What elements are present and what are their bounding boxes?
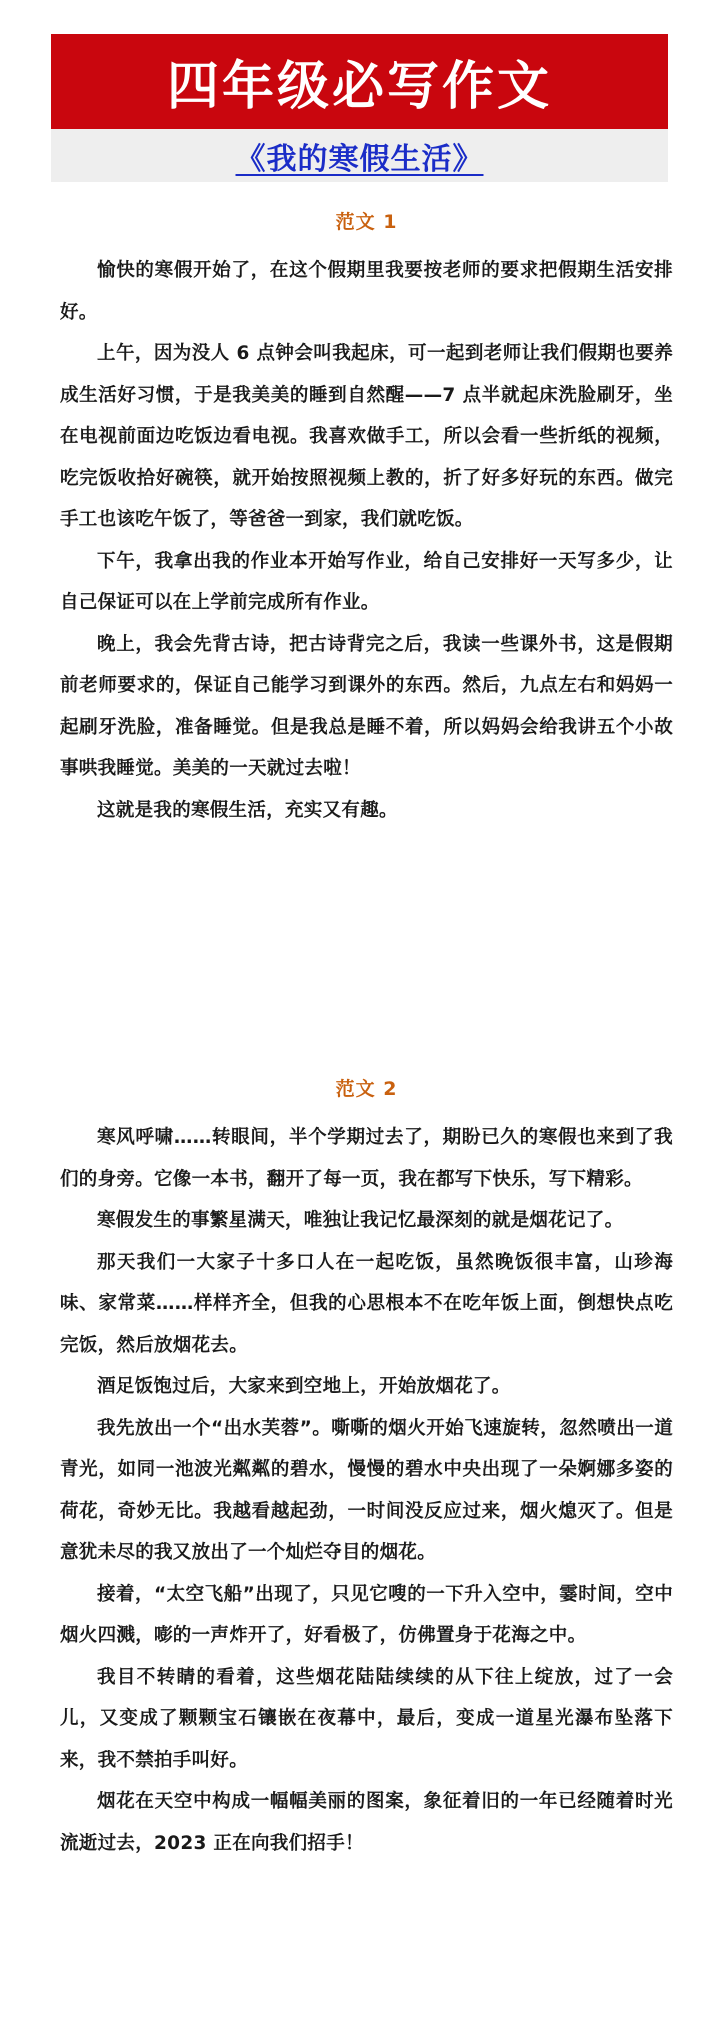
document-header	[51, 34, 668, 182]
essay-heading: 范文 2	[335, 1078, 398, 1100]
essay-paragraph: 上午，因为没人 6 点钟会叫我起床，可一起到老师让我们假期也要养成生活好习惯，于是我美美的睡到自然醒——7 点半就起床洗脸刷牙，坐在电视前面边吃饭边看电视。我喜欢做手工，所以会看一些折纸的视频，吃完饭收拾好碗筷，就开始按照视频上教的，折了好多好玩的东西。做完手工也该吃午饭了，等爸爸一到家，我们就吃饭。	[60, 343, 673, 530]
essay-paragraph: 接着，“太空飞船”出现了，只见它嗖的一下升入空中，霎时间，空中烟火四溅，嘭的一声炸开了，好看极了，仿佛置身于花海之中。	[60, 1583, 673, 1646]
sample-essay-2	[60, 1073, 673, 1864]
essay-topic-title: 《我的寒假生活》	[235, 141, 484, 177]
sample-essay-1	[60, 206, 673, 831]
page-title: 四年级必写作文	[166, 57, 552, 117]
essay-paragraph: 这就是我的寒假生活，充实又有趣。	[97, 799, 398, 821]
essay-paragraph: 酒足饭饱过后，大家来到空地上，开始放烟花了。	[97, 1376, 511, 1397]
essay-paragraph: 我目不转睛的看着，这些烟花陆陆续续的从下往上绽放，过了一会儿，又变成了颗颗宝石镶嵌在夜幕中，最后，变成一道星光瀑布坠落下来，我不禁拍手叫好。	[60, 1666, 673, 1771]
title-banner	[51, 34, 668, 129]
essay-paragraph: 烟花在天空中构成一幅幅美丽的图案，象征着旧的一年已经随着时光流逝过去，2023 正在向我们招手！	[60, 1791, 673, 1854]
essay-paragraph: 那天我们一大家子十多口人在一起吃饭，虽然晚饭很丰富，山珍海味、家常菜……样样齐全，但我的心思根本不在吃年饭上面，倒想快点吃完饭，然后放烟花去。	[60, 1251, 673, 1356]
essay-paragraph: 愉快的寒假开始了，在这个假期里我要按老师的要求把假期生活安排好。	[60, 260, 673, 323]
essay-paragraph: 下午，我拿出我的作业本开始写作业，给自己安排好一天写多少，让自己保证可以在上学前完成所有作业。	[60, 550, 673, 613]
essay-heading: 范文 1	[335, 211, 398, 233]
essay-paragraph: 寒假发生的事繁星满天，唯独让我记忆最深刻的就是烟花记了。	[97, 1210, 624, 1231]
essay-paragraph: 我先放出一个“出水芙蓉”。嘶嘶的烟火开始飞速旋转，忽然喷出一道青光，如同一池波光粼粼的碧水，慢慢的碧水中央出现了一朵婀娜多姿的荷花，奇妙无比。我越看越起劲，一时间没反应过来，烟火熄灭了。但是意犹未尽的我又放出了一个灿烂夺目的烟花。	[60, 1417, 673, 1563]
essay-paragraph: 晚上，我会先背古诗，把古诗背完之后，我读一些课外书，这是假期前老师要求的，保证自己能学习到课外的东西。然后，九点左右和妈妈一起刷牙洗脸，准备睡觉。但是我总是睡不着，所以妈妈会给我讲五个小故事哄我睡觉。美美的一天就过去啦！	[60, 633, 673, 779]
subtitle-banner	[51, 129, 668, 182]
essay-paragraph: 寒风呼啸……转眼间，半个学期过去了，期盼已久的寒假也来到了我们的身旁。它像一本书，翻开了每一页，我在都写下快乐，写下精彩。	[60, 1127, 673, 1190]
